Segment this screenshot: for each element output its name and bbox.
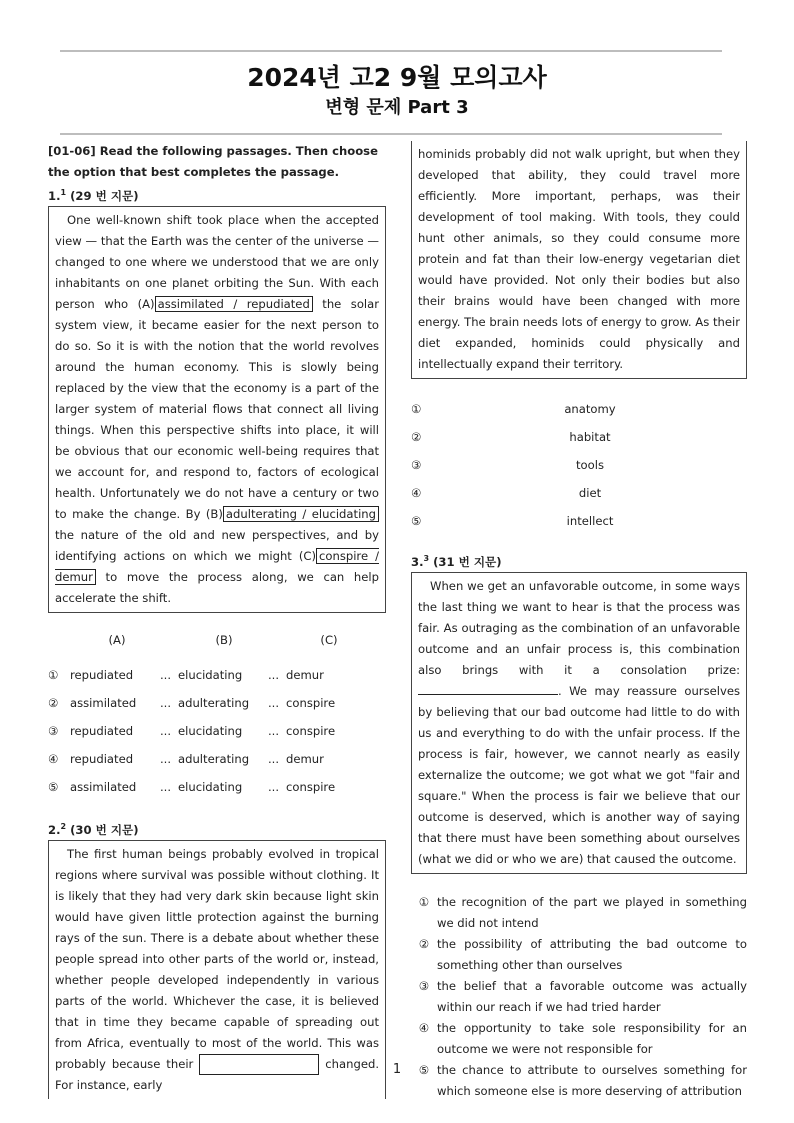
page-number: 1 — [392, 1062, 402, 1077]
option-a: repudiated — [70, 723, 134, 738]
passage-box — [48, 840, 386, 1099]
ellipsis: ... — [268, 779, 280, 794]
answer-option[interactable] — [411, 479, 747, 507]
option-text: diet — [578, 486, 602, 500]
ellipsis: ... — [268, 751, 280, 766]
option-text: the belief that a favorable outcome was actually within our reach if we had tried harder — [437, 978, 747, 1014]
source-label: (29 번 지문) — [70, 188, 139, 203]
source-label: (30 번 지문) — [70, 822, 139, 837]
option-c: demur — [286, 667, 324, 682]
page-title: 2024년 고2 9월 모의고사 — [247, 63, 547, 92]
ellipsis: ... — [268, 667, 280, 682]
right-column — [411, 141, 747, 1102]
question-2-heading — [48, 817, 384, 840]
option-c: demur — [286, 751, 324, 766]
option-number: ④ — [48, 751, 59, 766]
ellipsis: ... — [160, 723, 172, 738]
option-text: the opportunity to take sole responsibility for an outcome we were not responsible for — [437, 1020, 747, 1056]
option-text: the possibility of attributing the bad outcome to something other than ourselves — [437, 936, 747, 972]
option-number: ④ — [411, 486, 422, 500]
question-number: 1. — [48, 188, 61, 203]
instructions: [01-06] Read the following passages. Then choose the option that best completes the passage. — [48, 144, 378, 179]
option-number: ③ — [418, 978, 430, 993]
option-text: intellect — [566, 514, 614, 528]
passage-text: One well-known shift took place when the accepted view — that the Earth was the center of the universe — changed to one where we understood that we are only inhabitants on one planet orbiting the Sun. With each person who (A) — [55, 212, 379, 311]
ellipsis: ... — [268, 695, 280, 710]
option-number: ⑤ — [48, 779, 59, 794]
option-text: the recognition of the part we played in something we did not intend — [437, 894, 747, 930]
question-1-heading — [48, 183, 384, 206]
question-3-heading — [411, 549, 747, 572]
option-number: ② — [48, 695, 59, 710]
ellipsis: ... — [160, 779, 172, 794]
question-number: 3. — [411, 554, 424, 569]
option-b: adulterating — [178, 695, 250, 710]
option-b: elucidating — [178, 667, 243, 682]
ellipsis: ... — [160, 695, 172, 710]
choice-box-b: adulterating / elucidating — [223, 506, 379, 522]
passage-text: changed. For instance, early — [55, 1056, 379, 1092]
answer-option[interactable] — [411, 507, 747, 535]
footnote-mark: 3 — [423, 554, 430, 563]
option-number: ⑤ — [411, 514, 422, 528]
answer-option[interactable] — [411, 934, 747, 976]
answer-option[interactable] — [48, 717, 384, 745]
choice-box-a: assimilated / repudiated — [155, 296, 313, 312]
option-text: the chance to attribute to ourselves something for which someone else is more deserving of attribution — [437, 1062, 747, 1098]
header-a: (A) — [108, 632, 126, 647]
left-column — [48, 141, 384, 1099]
option-text: habitat — [569, 430, 611, 444]
option-number: ③ — [411, 458, 422, 472]
option-c: conspire — [286, 723, 336, 738]
passage-box — [48, 206, 386, 613]
answer-blank — [418, 682, 558, 695]
option-header-row — [48, 629, 384, 651]
option-b: adulterating — [178, 751, 250, 766]
header-c: (C) — [320, 632, 338, 647]
option-b: elucidating — [178, 779, 243, 794]
option-number: ① — [418, 894, 430, 909]
footnote-mark: 1 — [60, 188, 67, 197]
option-a: repudiated — [70, 667, 134, 682]
footnote-mark: 2 — [60, 821, 67, 831]
answer-option[interactable] — [411, 892, 747, 934]
answer-option[interactable] — [411, 423, 747, 451]
top-rule — [60, 50, 722, 52]
passage-text: to move the process along, we can help accelerate the shift. — [55, 569, 379, 605]
option-number: ① — [411, 402, 422, 416]
option-a: assimilated — [70, 779, 137, 794]
answer-option[interactable] — [48, 745, 384, 773]
answer-option[interactable] — [48, 773, 384, 801]
source-label: (31 번 지문) — [433, 554, 502, 569]
passage-text: When we get an unfavorable outcome, in some ways the last thing we want to hear is that the process was fair. As outraging as the combination of an unfavorable outcome and an unfair process is, this combination also brings with it a consolation prize: — [418, 578, 740, 677]
answer-option[interactable] — [411, 976, 747, 1018]
passage-text: the solar system view, it became easier for the next person to do so. So it is with the notion that the world revolves around the human economy. This is slowly being replaced by the view that the economy is a part of the larger system of material flows that connect all living things. When this perspective shifts into place, it will be obvious that our economic well-being requires that we account for, and respond to, factors of ecological health. Unfortunately we do not have a century or two to make the change. By (B) — [55, 296, 380, 521]
option-number: ② — [411, 430, 422, 444]
choice-box-c: conspire / demur — [55, 548, 379, 584]
option-number: ③ — [48, 723, 59, 738]
answer-option[interactable] — [411, 395, 747, 423]
answer-option[interactable] — [48, 661, 384, 689]
passage-text: the nature of the old and new perspectives, and by identifying actions on which we might (C) — [55, 527, 379, 563]
answer-option[interactable] — [411, 1018, 747, 1060]
option-number: ⑤ — [418, 1062, 430, 1077]
header-rule — [60, 133, 722, 135]
option-a: assimilated — [70, 695, 137, 710]
passage-text: . We may reassure ourselves by believing that our bad outcome had little to do with us and everything to do with the unfair process. If the process is fair, however, we cannot nearly as easily externalize the outcome; we got what we got "fair and square." When the process is fair we believe that our outcome is deserved, which is another way of saying that there must have been something about ourselves (what we did or who we are) that caused the outcome. — [418, 683, 740, 866]
ellipsis: ... — [268, 723, 280, 738]
option-number: ② — [418, 936, 430, 951]
option-c: conspire — [286, 779, 336, 794]
option-b: elucidating — [178, 723, 243, 738]
question-number: 2. — [48, 822, 61, 837]
option-text: tools — [576, 458, 604, 472]
passage-text: The first human beings probably evolved in tropical regions where survival was possible without clothing. It is likely that they had very dark skin because light skin would have given little protection against the burning rays of the sun. There is a debate about whether these people spread into other parts of the world or, instead, whether people developed independently in various parts of the world. Whichever the case, it is believed that in time they became capable of spreading out from Africa, eventually to most of the world. This was probably because their — [55, 846, 379, 1071]
option-text: anatomy — [564, 402, 616, 416]
ellipsis: ... — [160, 667, 172, 682]
passage-box — [411, 572, 747, 874]
option-list — [411, 395, 747, 535]
header-b: (B) — [215, 632, 233, 647]
option-a: repudiated — [70, 751, 134, 766]
option-table — [48, 629, 384, 801]
option-number: ① — [48, 667, 59, 682]
page-subtitle: 변형 문제 Part 3 — [325, 97, 469, 118]
passage-text: hominids probably did not walk upright, but when they developed that ability, they could travel more efficiently. More important, perhaps, was their development of tool making. With tools, they could hunt other animals, so they could consume more protein and fat than their low-energy vegetarian diet would have provided. Not only their bodies but also their brains would have been changed with more energy. The brain needs lots of energy to grow. As their diet expanded, hominids could physically and intellectually expand their territory. — [418, 147, 740, 371]
answer-option[interactable] — [48, 689, 384, 717]
ellipsis: ... — [160, 751, 172, 766]
option-number: ④ — [418, 1020, 430, 1035]
answer-option[interactable] — [411, 451, 747, 479]
option-c: conspire — [286, 695, 336, 710]
passage-box-continued — [411, 141, 747, 379]
